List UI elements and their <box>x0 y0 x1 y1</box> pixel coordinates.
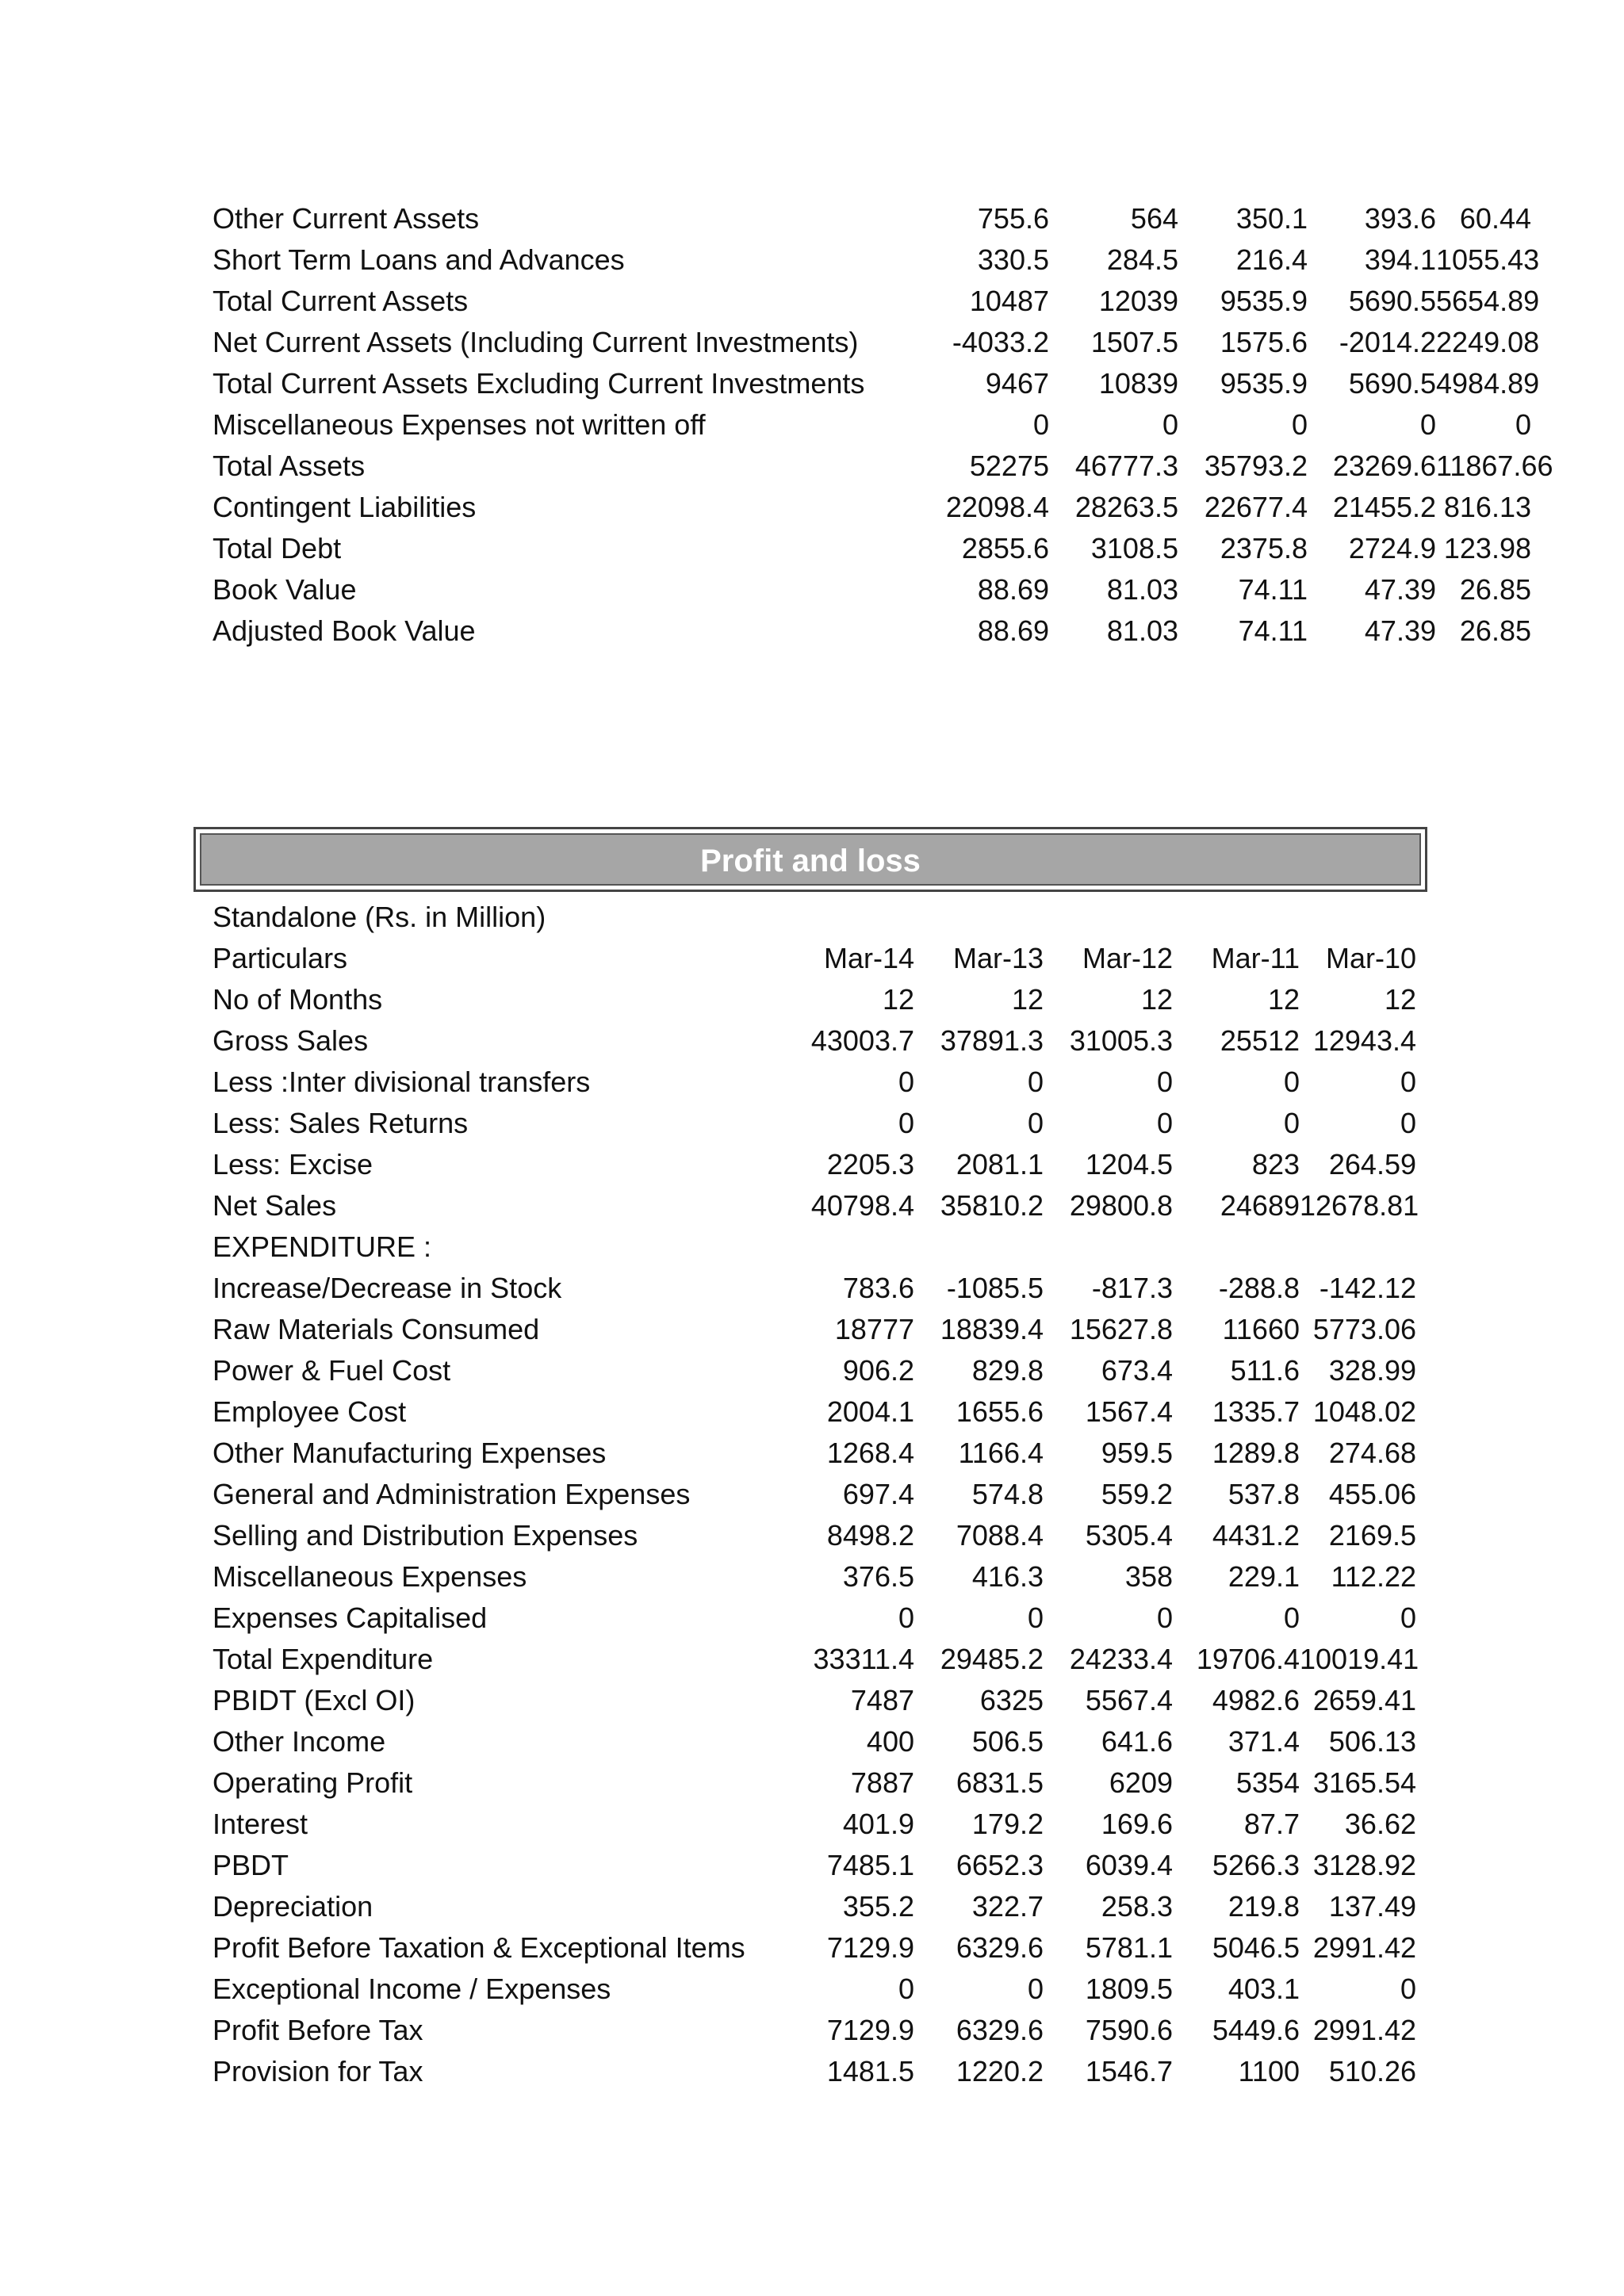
table-row <box>213 1515 1416 1556</box>
cell-value: 2205.3 <box>826 1148 914 1181</box>
cell-value: 46777.3 <box>1074 450 1178 482</box>
table-row <box>213 2010 1416 2051</box>
cell-value: 0 <box>1027 1066 1044 1098</box>
table-row <box>213 1391 1416 1433</box>
cell-value: 2991.42 <box>1312 2014 1416 2046</box>
row-label: Less: Sales Returns <box>213 1107 469 1139</box>
cell-value: 358 <box>1124 1560 1173 1593</box>
cell-value: 816.13 <box>1443 491 1531 523</box>
cell-value: 559.2 <box>1101 1478 1173 1510</box>
cell-value: 2169.5 <box>1328 1519 1416 1552</box>
row-label: Net Current Assets (Including Current Investments) <box>213 326 859 358</box>
row-label: Profit Before Taxation & Exceptional Items <box>213 1931 745 1964</box>
table-row <box>213 239 1531 281</box>
cell-value: 1220.2 <box>956 2055 1044 2087</box>
cell-value: 371.4 <box>1228 1725 1300 1758</box>
table-row <box>213 1762 1416 1804</box>
cell-value: 5690.5 <box>1348 367 1436 400</box>
cell-value: 74.11 <box>1238 573 1308 606</box>
cell-value: 216.4 <box>1235 243 1308 276</box>
table-row <box>213 1350 1416 1391</box>
row-label: General and Administration Expenses <box>213 1478 691 1510</box>
cell-value: 29485.2 <box>940 1643 1044 1675</box>
cell-value: 28263.5 <box>1074 491 1178 523</box>
cell-value: 7485.1 <box>826 1849 914 1881</box>
table-row <box>213 404 1531 446</box>
cell-value: 10487 <box>969 285 1049 317</box>
row-label: Adjusted Book Value <box>213 614 476 647</box>
cell-value: 0 <box>1419 408 1436 441</box>
table-row <box>213 528 1531 569</box>
cell-value: 1166.4 <box>958 1437 1044 1469</box>
cell-value: 510.26 <box>1328 2055 1416 2087</box>
cell-value: 18839.4 <box>940 1313 1044 1345</box>
cell-value: 2991.42 <box>1312 1931 1416 1964</box>
table-row <box>213 2051 1416 2092</box>
cell-value: 12678.81 <box>1300 1189 1419 1222</box>
cell-value: 393.6 <box>1364 202 1436 235</box>
cell-value: 8498.2 <box>826 1519 914 1552</box>
row-label: Expenses Capitalised <box>213 1601 488 1634</box>
cell-value: 0 <box>1283 1601 1300 1634</box>
cell-value: 3128.92 <box>1312 1849 1416 1881</box>
cell-value: 5773.06 <box>1312 1313 1416 1345</box>
cell-value: 219.8 <box>1228 1890 1300 1923</box>
cell-value: 23269.6 <box>1332 450 1436 482</box>
row-label: Less :Inter divisional transfers <box>213 1066 591 1098</box>
cell-value: 506.13 <box>1328 1725 1416 1758</box>
row-label: Gross Sales <box>213 1024 369 1057</box>
cell-value <box>783 1226 914 1268</box>
cell-value: 22677.4 <box>1204 491 1308 523</box>
cell-value: 6209 <box>1109 1766 1173 1799</box>
cell-value: 5781.1 <box>1085 1931 1173 1964</box>
cell-value: 40798.4 <box>810 1189 914 1222</box>
cell-value: 1507.5 <box>1090 326 1178 358</box>
cell-value: 5354 <box>1235 1766 1300 1799</box>
row-label: Selling and Distribution Expenses <box>213 1519 638 1552</box>
cell-value: 455.06 <box>1328 1478 1416 1510</box>
cell-value: 564 <box>1130 202 1178 235</box>
row-label: Exceptional Income / Expenses <box>213 1973 611 2005</box>
cell-value: 47.39 <box>1364 573 1436 606</box>
cell-value: 12943.4 <box>1312 1024 1416 1057</box>
cell-value: -288.8 <box>1218 1272 1300 1304</box>
cell-value: 37891.3 <box>940 1024 1044 1057</box>
cell-value: 755.6 <box>977 202 1049 235</box>
profit-and-loss-title: Profit and loss <box>200 833 1421 886</box>
cell-value: 81.03 <box>1106 573 1178 606</box>
cell-value: 35793.2 <box>1204 450 1308 482</box>
cell-value: 6831.5 <box>956 1766 1044 1799</box>
cell-value: 2724.9 <box>1348 532 1436 564</box>
table-row <box>213 1804 1416 1845</box>
cell-value: 511.6 <box>1230 1354 1300 1387</box>
cell-value: -4033.2 <box>952 326 1049 358</box>
balance-sheet-table <box>213 198 1553 652</box>
table-row <box>213 1309 1416 1350</box>
cell-value: 959.5 <box>1101 1437 1173 1469</box>
table-row <box>213 1433 1416 1474</box>
cell-value: 2004.1 <box>826 1395 914 1428</box>
cell-value: 2081.1 <box>956 1148 1044 1181</box>
cell-value: 7887 <box>850 1766 914 1799</box>
cell-value: 25512 <box>1220 1024 1300 1057</box>
cell-value: 9467 <box>985 367 1049 400</box>
row-label: Miscellaneous Expenses not written off <box>213 408 706 441</box>
cell-value: -2014.2 <box>1339 326 1436 358</box>
table-row <box>213 1598 1416 1639</box>
cell-value: 5266.3 <box>1212 1849 1300 1881</box>
cell-value: 823 <box>1251 1148 1300 1181</box>
row-label: Net Sales <box>213 1189 337 1222</box>
cell-value: 169.6 <box>1101 1808 1173 1840</box>
cell-value: 1655.6 <box>956 1395 1044 1428</box>
cell-value: 0 <box>1156 1066 1173 1098</box>
cell-value: 88.69 <box>977 573 1049 606</box>
cell-value: 641.6 <box>1101 1725 1173 1758</box>
cell-value: 403.1 <box>1228 1973 1300 2005</box>
table-subtitle: Standalone (Rs. in Million) <box>213 901 546 933</box>
cell-value: 673.4 <box>1101 1354 1173 1387</box>
cell-value: 0 <box>1515 408 1531 441</box>
cell-value: 574.8 <box>971 1478 1044 1510</box>
cell-value: 400 <box>866 1725 914 1758</box>
row-label: Contingent Liabilities <box>213 491 477 523</box>
table-row <box>213 198 1531 239</box>
row-label: Other Manufacturing Expenses <box>213 1437 607 1469</box>
cell-value: 21455.2 <box>1332 491 1436 523</box>
cell-value: 229.1 <box>1228 1560 1300 1593</box>
table-row <box>213 979 1416 1020</box>
table-row <box>213 1062 1416 1103</box>
cell-value: 0 <box>1156 1601 1173 1634</box>
row-label: Less: Excise <box>213 1148 373 1181</box>
cell-value: 31005.3 <box>1069 1024 1173 1057</box>
cell-value: 2249.08 <box>1436 326 1540 358</box>
cell-value: -817.3 <box>1091 1272 1173 1304</box>
cell-value: 26.85 <box>1459 614 1531 647</box>
cell-value: 137.49 <box>1328 1890 1416 1923</box>
row-label: Provision for Tax <box>213 2055 423 2087</box>
cell-value: 0 <box>898 1066 914 1098</box>
cell-value: 7590.6 <box>1085 2014 1173 2046</box>
cell-value: 6325 <box>979 1684 1044 1716</box>
cell-value: 47.39 <box>1364 614 1436 647</box>
cell-value: 6329.6 <box>956 1931 1044 1964</box>
cell-value: 1546.7 <box>1085 2055 1173 2087</box>
cell-value <box>914 1226 1044 1268</box>
row-label: Total Expenditure <box>213 1643 434 1675</box>
cell-value: 4982.6 <box>1212 1684 1300 1716</box>
cell-value: 1481.5 <box>826 2055 914 2087</box>
subtitle-row <box>213 897 1416 938</box>
cell-value: 264.59 <box>1328 1148 1416 1181</box>
table-row <box>213 1103 1416 1144</box>
cell-value: 74.11 <box>1238 614 1308 647</box>
row-label: PBDT <box>213 1849 289 1881</box>
cell-value: Mar-14 <box>823 942 914 974</box>
cell-value: 355.2 <box>842 1890 914 1923</box>
cell-value: 350.1 <box>1235 202 1308 235</box>
cell-value: 416.3 <box>971 1560 1044 1593</box>
row-label: EXPENDITURE : <box>213 1230 432 1263</box>
cell-value: 1335.7 <box>1212 1395 1300 1428</box>
cell-value: 697.4 <box>842 1478 914 1510</box>
cell-value: 284.5 <box>1106 243 1178 276</box>
cell-value: 9535.9 <box>1220 285 1308 317</box>
cell-value: 0 <box>898 1601 914 1634</box>
row-label: Total Current Assets <box>213 285 469 317</box>
header-row <box>213 938 1416 979</box>
cell-value: Mar-13 <box>952 942 1044 974</box>
cell-value: 829.8 <box>971 1354 1044 1387</box>
table-row <box>213 1886 1416 1927</box>
cell-value: 506.5 <box>971 1725 1044 1758</box>
cell-value <box>1044 1226 1173 1268</box>
cell-value: 5305.4 <box>1085 1519 1173 1552</box>
cell-value: 87.7 <box>1243 1808 1300 1840</box>
cell-value: 322.7 <box>971 1890 1044 1923</box>
cell-value: 4984.89 <box>1436 367 1540 400</box>
profit-and-loss-header <box>193 827 1427 892</box>
cell-value: 6039.4 <box>1085 1849 1173 1881</box>
cell-value: 1809.5 <box>1085 1973 1173 2005</box>
cell-value: 906.2 <box>842 1354 914 1387</box>
cell-value: 3165.54 <box>1312 1766 1416 1799</box>
cell-value <box>1300 1226 1416 1268</box>
row-label: Short Term Loans and Advances <box>213 243 625 276</box>
cell-value: 0 <box>1400 1601 1416 1634</box>
row-label: Profit Before Tax <box>213 2014 423 2046</box>
cell-value: 0 <box>1400 1066 1416 1098</box>
cell-value: 783.6 <box>842 1272 914 1304</box>
table-row <box>213 1969 1416 2010</box>
table-row <box>213 1474 1416 1515</box>
cell-value: 12 <box>882 983 914 1016</box>
cell-value: 2855.6 <box>961 532 1049 564</box>
row-label: Other Income <box>213 1725 386 1758</box>
cell-value: 22098.4 <box>945 491 1049 523</box>
row-label: PBIDT (Excl OI) <box>213 1684 416 1716</box>
cell-value: 3108.5 <box>1090 532 1178 564</box>
cell-value: 258.3 <box>1101 1890 1173 1923</box>
cell-value: 179.2 <box>971 1808 1044 1840</box>
row-label: Raw Materials Consumed <box>213 1313 540 1345</box>
cell-value: 0 <box>1283 1066 1300 1098</box>
row-label: Book Value <box>213 573 357 606</box>
row-label: Operating Profit <box>213 1766 413 1799</box>
cell-value: 5654.89 <box>1436 285 1540 317</box>
cell-value: 0 <box>898 1973 914 2005</box>
cell-value <box>1173 1226 1300 1268</box>
table-row <box>213 1556 1416 1598</box>
table-row <box>213 1144 1416 1185</box>
cell-value: 123.98 <box>1443 532 1531 564</box>
cell-value: 0 <box>1291 408 1308 441</box>
row-label: Miscellaneous Expenses <box>213 1560 527 1593</box>
profit-and-loss-table <box>213 897 1419 2092</box>
cell-value: 12039 <box>1098 285 1178 317</box>
cell-value: Mar-12 <box>1082 942 1173 974</box>
cell-value: 5449.6 <box>1212 2014 1300 2046</box>
cell-value: 0 <box>898 1107 914 1139</box>
cell-value: 60.44 <box>1459 202 1531 235</box>
cell-value: 0 <box>1162 408 1178 441</box>
cell-value: 11867.66 <box>1436 450 1553 482</box>
row-label: No of Months <box>213 983 383 1016</box>
cell-value: 2375.8 <box>1220 532 1308 564</box>
row-label: Power & Fuel Cost <box>213 1354 451 1387</box>
cell-value: 112.22 <box>1331 1560 1416 1593</box>
table-row <box>213 1680 1416 1721</box>
cell-value: 1204.5 <box>1085 1148 1173 1181</box>
cell-value: 330.5 <box>977 243 1049 276</box>
cell-value: 376.5 <box>842 1560 914 1593</box>
cell-value: 12 <box>1384 983 1416 1016</box>
cell-value: 0 <box>1283 1107 1300 1139</box>
cell-value: 24233.4 <box>1069 1643 1173 1675</box>
cell-value: 7088.4 <box>956 1519 1044 1552</box>
cell-value: 1100 <box>1238 2055 1300 2087</box>
row-label: Interest <box>213 1808 308 1840</box>
cell-value: Mar-11 <box>1211 942 1300 974</box>
cell-value: 1567.4 <box>1085 1395 1173 1428</box>
cell-value: -142.12 <box>1319 1272 1416 1304</box>
cell-value: 29800.8 <box>1069 1189 1173 1222</box>
row-label: Employee Cost <box>213 1395 407 1428</box>
cell-value: 1268.4 <box>826 1437 914 1469</box>
cell-value: 7129.9 <box>826 1931 914 1964</box>
cell-value: 7487 <box>850 1684 914 1716</box>
cell-value: 19706.4 <box>1196 1643 1300 1675</box>
table-row <box>213 487 1531 528</box>
table-row <box>213 281 1531 322</box>
table-row <box>213 322 1531 363</box>
cell-value: 0 <box>1027 1107 1044 1139</box>
cell-value: 394.1 <box>1364 243 1436 276</box>
table-row <box>213 1268 1416 1309</box>
row-label: Total Current Assets Excluding Current Investments <box>213 367 865 400</box>
cell-value: 328.99 <box>1328 1354 1416 1387</box>
table-row <box>213 1927 1416 1969</box>
table-row <box>213 569 1531 610</box>
cell-value: 5046.5 <box>1212 1931 1300 1964</box>
cell-value: 26.85 <box>1459 573 1531 606</box>
cell-value: 401.9 <box>842 1808 914 1840</box>
cell-value: 1055.43 <box>1436 243 1540 276</box>
cell-value: 6652.3 <box>956 1849 1044 1881</box>
cell-value: 36.62 <box>1344 1808 1416 1840</box>
row-label: Other Current Assets <box>213 202 480 235</box>
cell-value: 0 <box>1032 408 1049 441</box>
cell-value: 537.8 <box>1228 1478 1300 1510</box>
cell-value: 1575.6 <box>1220 326 1308 358</box>
table-row <box>213 610 1531 652</box>
cell-value: 12 <box>1140 983 1173 1016</box>
table-row <box>213 1845 1416 1886</box>
row-label: Total Assets <box>213 450 366 482</box>
cell-value: 10839 <box>1098 367 1178 400</box>
table-row <box>213 1185 1416 1226</box>
cell-value: 18777 <box>834 1313 914 1345</box>
cell-value: 0 <box>1400 1973 1416 2005</box>
table-row <box>213 1721 1416 1762</box>
cell-value: 6329.6 <box>956 2014 1044 2046</box>
cell-value: 7129.9 <box>826 2014 914 2046</box>
table-row <box>213 363 1531 404</box>
table-row <box>213 446 1531 487</box>
row-label: Increase/Decrease in Stock <box>213 1272 562 1304</box>
cell-value: 43003.7 <box>810 1024 914 1057</box>
cell-value: 5567.4 <box>1085 1684 1173 1716</box>
cell-value: 81.03 <box>1106 614 1178 647</box>
cell-value: 0 <box>1400 1107 1416 1139</box>
cell-value: 9535.9 <box>1220 367 1308 400</box>
cell-value: Mar-10 <box>1325 942 1416 974</box>
cell-value: 52275 <box>969 450 1049 482</box>
cell-value: 33311.4 <box>813 1643 914 1675</box>
cell-value: -1085.5 <box>946 1272 1044 1304</box>
cell-value: 1289.8 <box>1212 1437 1300 1469</box>
cell-value: 0 <box>1027 1601 1044 1634</box>
table-row <box>213 1639 1416 1680</box>
cell-value: 15627.8 <box>1069 1313 1173 1345</box>
table-row <box>213 1226 1416 1268</box>
cell-value: 5690.5 <box>1348 285 1436 317</box>
cell-value: 88.69 <box>977 614 1049 647</box>
table-row <box>213 1020 1416 1062</box>
cell-value: 11660 <box>1222 1313 1300 1345</box>
cell-value: 0 <box>1027 1973 1044 2005</box>
cell-value: 12 <box>1011 983 1044 1016</box>
cell-value: 0 <box>1156 1107 1173 1139</box>
cell-value: 10019.41 <box>1300 1643 1419 1675</box>
row-label: Particulars <box>213 942 348 974</box>
cell-value: 12 <box>1267 983 1300 1016</box>
cell-value: 4431.2 <box>1212 1519 1300 1552</box>
row-label: Depreciation <box>213 1890 373 1923</box>
row-label: Total Debt <box>213 532 342 564</box>
cell-value: 24689 <box>1220 1189 1300 1222</box>
cell-value: 2659.41 <box>1312 1684 1416 1716</box>
cell-value: 274.68 <box>1328 1437 1416 1469</box>
cell-value: 35810.2 <box>940 1189 1044 1222</box>
cell-value: 1048.02 <box>1312 1395 1416 1428</box>
